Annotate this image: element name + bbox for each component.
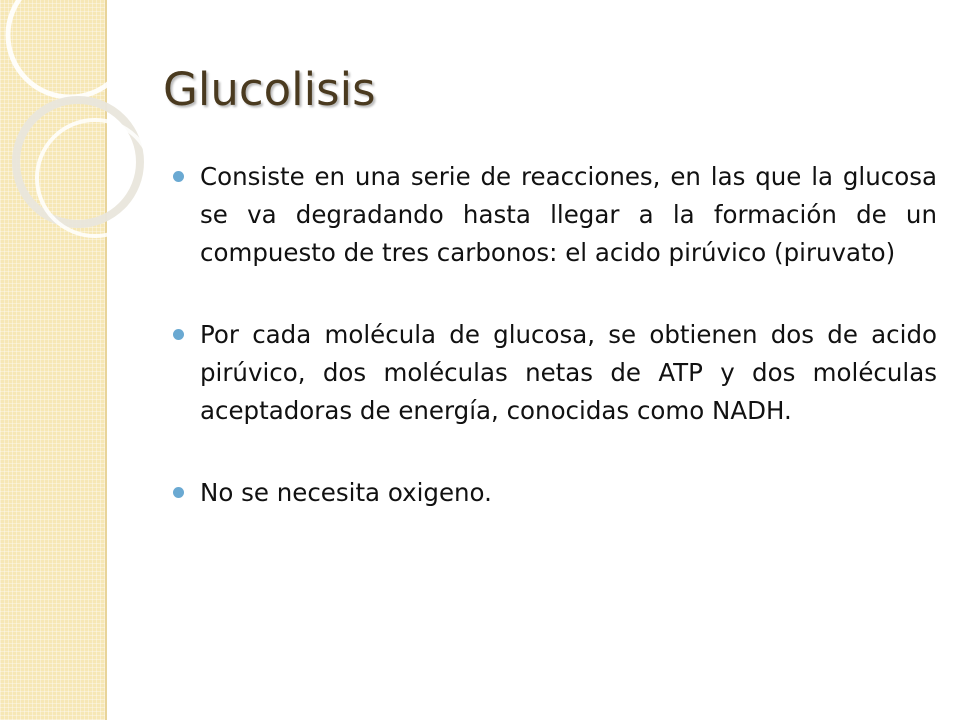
bullet-text-3: No se necesita oxigeno. bbox=[200, 478, 492, 507]
bullet-dot-icon bbox=[173, 487, 184, 498]
bullet-text-1: Consiste en una serie de reacciones, en las que la glucosa se va degradando hasta llegar a la formación de un compuesto de tres carbonos: el acido pirúvico (piruvato) bbox=[200, 162, 937, 267]
bullet-item-3 bbox=[200, 474, 937, 512]
side-band-edge bbox=[105, 0, 107, 720]
bullet-list bbox=[200, 158, 937, 512]
slide-title: Glucolisis bbox=[163, 63, 376, 116]
bullet-text-2: Por cada molécula de glucosa, se obtienen dos de acido pirúvico, dos moléculas netas de ATP y dos moléculas aceptadoras de energía, conocidas como NADH. bbox=[200, 320, 937, 425]
bullet-item-2 bbox=[200, 316, 937, 430]
decorative-side-band bbox=[0, 0, 105, 720]
bullet-item-1 bbox=[200, 158, 937, 272]
bullet-dot-icon bbox=[173, 171, 184, 182]
bullet-dot-icon bbox=[173, 329, 184, 340]
